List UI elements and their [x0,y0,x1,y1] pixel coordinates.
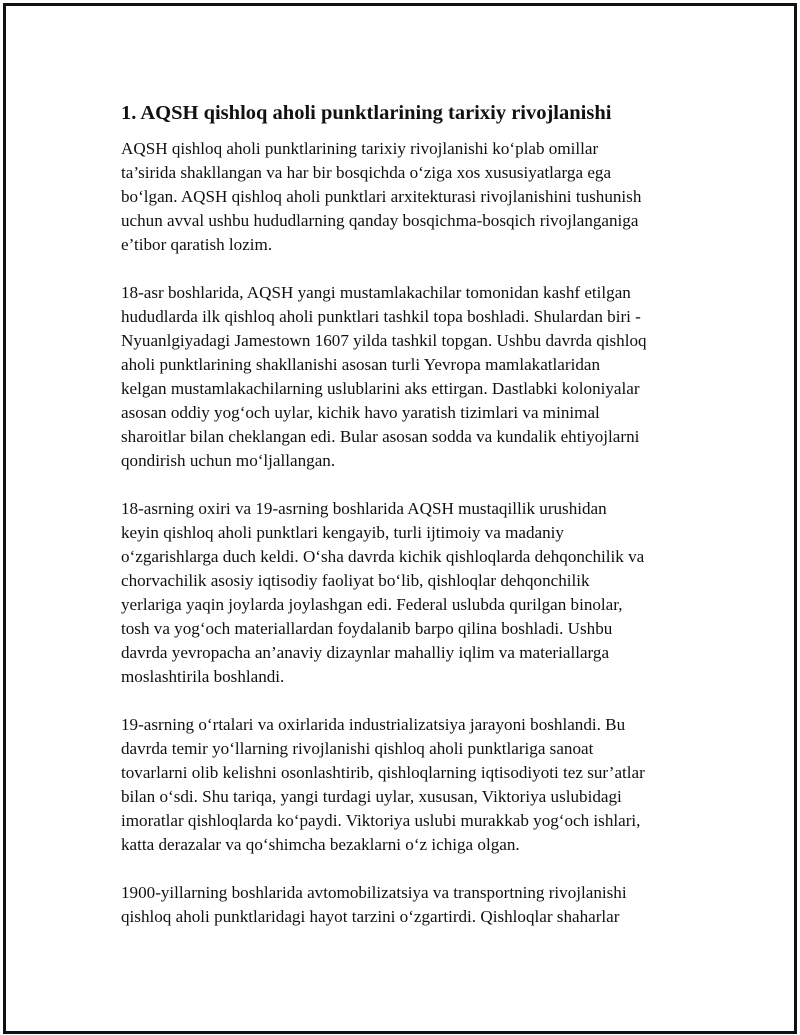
text-line: tosh va yog‘och materiallardan foydalanib barpo qilina boshladi. Ushbu [121,619,613,638]
text-line: tovarlarni olib kelishni osonlashtirib, qishloqlarning iqtisodiyoti tez sur’atlar [121,763,645,782]
document-body [121,100,696,953]
text-line: AQSH qishloq aholi punktlarining tarixiy rivojlanishi ko‘plab omillar [121,139,599,158]
paragraph-3 [121,497,696,689]
paragraph-1 [121,137,696,257]
text-line: Nyuanlgiyadagi Jamestown 1607 yilda tashkil topgan. Ushbu davrda qishloq [121,331,647,350]
text-line: moslashtirila boshlandi. [121,667,285,686]
text-line: bilan o‘sdi. Shu tariqa, yangi turdagi uylar, xususan, Viktoriya uslubidagi [121,787,622,806]
text-line: katta derazalar va qo‘shimcha bezaklarni o‘z ichiga olgan. [121,835,520,854]
text-line: bo‘lgan. AQSH qishloq aholi punktlari arxitekturasi rivojlanishini tushunish [121,187,642,206]
text-line: o‘zgarishlarga duch keldi. O‘sha davrda kichik qishloqlarda dehqonchilik va [121,547,645,566]
paragraph-4 [121,713,696,857]
paragraph-2 [121,281,696,473]
text-line: davrda yevropacha an’anaviy dizaynlar mahalliy iqlim va materiallarga [121,643,610,662]
paragraph-5 [121,881,696,929]
text-line: qishloq aholi punktlaridagi hayot tarzini o‘zgartirdi. Qishloqlar shaharlar [121,907,620,926]
text-line: sharoitlar bilan cheklangan edi. Bular asosan sodda va kundalik ehtiyojlarni [121,427,640,446]
text-line: 19-asrning o‘rtalari va oxirlarida industrializatsiya jarayoni boshlandi. Bu [121,715,626,734]
text-line: e’tibor qaratish lozim. [121,235,273,254]
text-line: ta’sirida shakllangan va har bir bosqichda o‘ziga xos xususiyatlarga ega [121,163,612,182]
text-line: 1900-yillarning boshlarida avtomobilizatsiya va transportning rivojlanishi [121,883,627,902]
text-line: imoratlar qishloqlarda ko‘paydi. Viktoriya uslubi murakkab yog‘och ishlari, [121,811,641,830]
text-line: kelgan mustamlakachilarning uslublarini aks ettirgan. Dastlabki koloniyalar [121,379,640,398]
text-line: 18-asrning oxiri va 19-asrning boshlarida AQSH mustaqillik urushidan [121,499,607,518]
text-line: keyin qishloq aholi punktlari kengayib, turli ijtimoiy va madaniy [121,523,564,542]
text-line: davrda temir yo‘llarning rivojlanishi qishloq aholi punktlariga sanoat [121,739,594,758]
text-line: 18-asr boshlarida, AQSH yangi mustamlakachilar tomonidan kashf etilgan [121,283,631,302]
text-line: asosan oddiy yog‘och uylar, kichik havo yaratish tizimlari va minimal [121,403,600,422]
text-line: aholi punktlarining shakllanishi asosan turli Yevropa mamlakatlaridan [121,355,601,374]
page-frame [3,3,797,1034]
text-line: yerlariga yaqin joylarda joylashgan edi. Federal uslubda qurilgan binolar, [121,595,623,614]
text-line: hududlarda ilk qishloq aholi punktlari tashkil topa boshladi. Shulardan biri - [121,307,641,326]
section-heading: 1. AQSH qishloq aholi punktlarining tarixiy rivojlanishi [121,102,612,124]
text-line: chorvachilik asosiy iqtisodiy faoliyat bo‘lib, qishloqlar dehqonchilik [121,571,590,590]
text-line: qondirish uchun mo‘ljallangan. [121,451,336,470]
text-line: uchun avval ushbu hududlarning qanday bosqichma-bosqich rivojlanganiga [121,211,639,230]
